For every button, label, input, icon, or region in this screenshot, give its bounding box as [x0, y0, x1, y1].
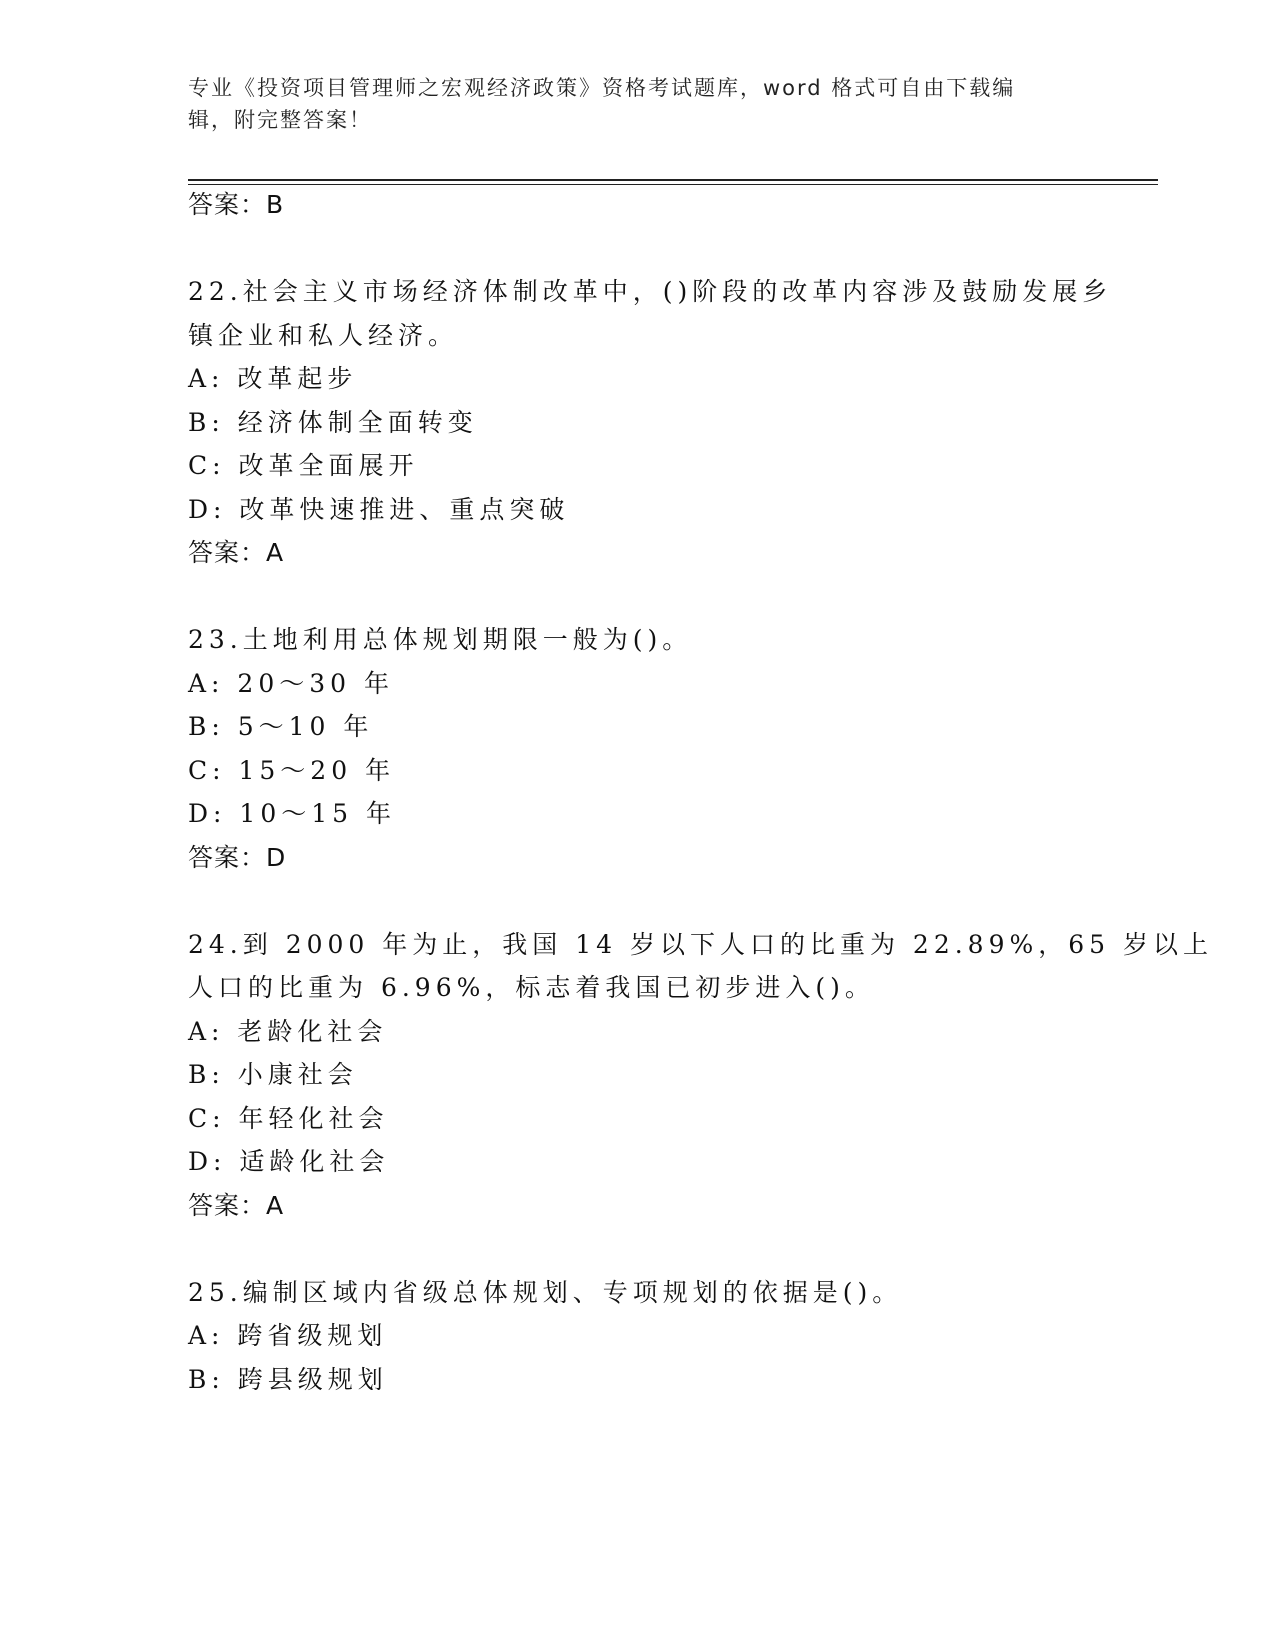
question-24-option-c: C: 年轻化社会: [188, 1104, 389, 1133]
header-divider: [188, 179, 1158, 181]
question-25-option-b: B: 跨县级规划: [188, 1365, 388, 1394]
question-24-option-b: B: 小康社会: [188, 1060, 358, 1089]
question-23-option-b: B: 5～10 年: [188, 712, 374, 741]
document-header: [188, 72, 1088, 136]
question-24-stem-line-2: 人口的比重为 6.96%，标志着我国已初步进入()。: [188, 973, 875, 1002]
question-23-option-d: D: 10～15 年: [188, 799, 396, 828]
question-23-option-c: C: 15～20 年: [188, 756, 396, 785]
header-title-line-2: 辑，附完整答案！: [188, 108, 372, 132]
header-divider-thin: [188, 184, 1158, 185]
question-22-option-d: D: 改革快速推进、重点突破: [188, 495, 570, 524]
question-23-option-a: A: 20～30 年: [188, 669, 394, 698]
question-25-option-a: A: 跨省级规划: [188, 1321, 388, 1350]
question-25-stem-line-1: 25.编制区域内省级总体规划、专项规划的依据是()。: [188, 1278, 903, 1307]
question-22-answer: 答案：A: [188, 538, 285, 567]
question-22-option-a: A: 改革起步: [188, 364, 358, 393]
previous-answer: 答案：B: [188, 190, 285, 219]
question-22-option-c: C: 改革全面展开: [188, 451, 419, 480]
question-24-stem-line-1: 24.到 2000 年为止，我国 14 岁以下人口的比重为 22.89%，65 岁以上: [188, 930, 1214, 959]
question-23-stem-line-1: 23.土地利用总体规划期限一般为()。: [188, 625, 693, 654]
header-title-line-1: 专业《投资项目管理师之宏观经济政策》资格考试题库，word 格式可自由下载编: [188, 76, 1016, 100]
question-24-answer: 答案：A: [188, 1191, 285, 1220]
question-22-stem-line-1: 22.社会主义市场经济体制改革中，()阶段的改革内容涉及鼓励发展乡: [188, 277, 1113, 306]
question-24-option-d: D: 适龄化社会: [188, 1147, 390, 1176]
question-23-answer: 答案：D: [188, 843, 287, 872]
question-22-stem-line-2: 镇企业和私人经济。: [188, 321, 459, 350]
question-24-option-a: A: 老龄化社会: [188, 1017, 388, 1046]
question-22-option-b: B: 经济体制全面转变: [188, 408, 478, 437]
